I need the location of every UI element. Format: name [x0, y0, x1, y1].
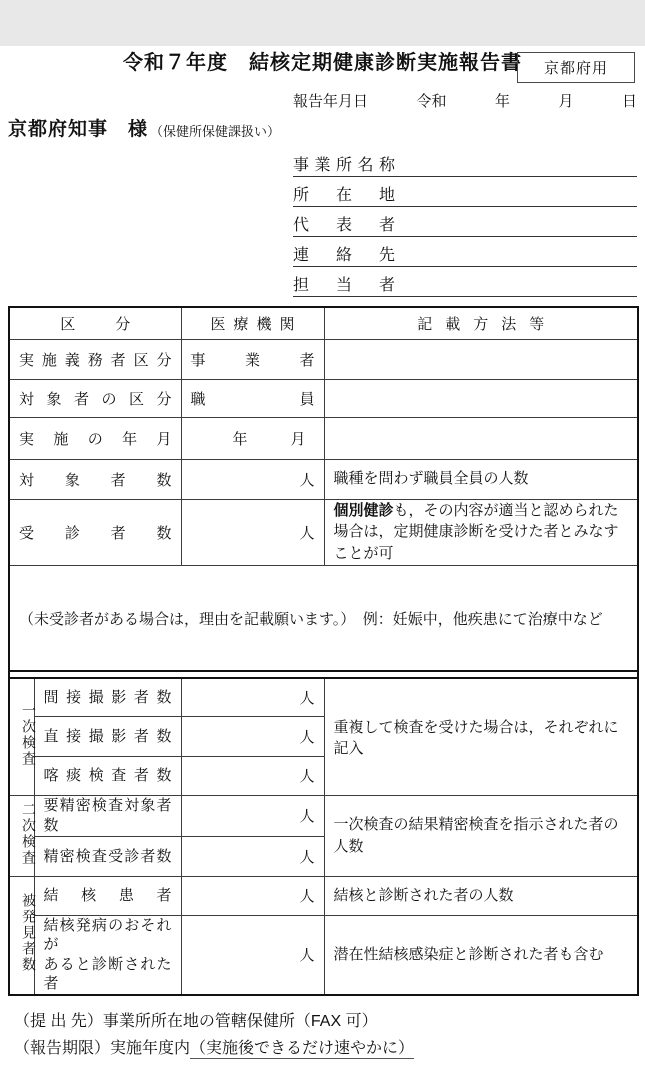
- header-medical-institution: 医療機関: [181, 307, 324, 339]
- table-row: [9, 417, 638, 459]
- table-row: [9, 459, 638, 499]
- input-cell-examinee-count[interactable]: [181, 499, 324, 565]
- day-suffix-label: 日: [621, 93, 637, 110]
- year-suffix-label: 年: [232, 430, 248, 448]
- field-input-address[interactable]: [395, 177, 637, 206]
- section-label-detected-count: 被発見者数: [9, 876, 34, 995]
- table-row: [9, 795, 638, 836]
- note-target-count: 職種を問わず職員全員の人数: [324, 459, 638, 499]
- report-table: [8, 306, 639, 996]
- input-cell-indirect-xray[interactable]: [181, 678, 324, 716]
- era-label: 令和: [416, 93, 447, 110]
- field-input-representative[interactable]: [395, 207, 637, 236]
- report-date-label: 報告年月日: [293, 93, 369, 110]
- note-cell-empty: [324, 417, 638, 459]
- unit-person: 人: [299, 471, 315, 489]
- input-cell-tb-patient[interactable]: [181, 876, 324, 915]
- submit-destination-label: （提 出 先）: [14, 1012, 103, 1030]
- value-obligated-party: 事業者: [181, 339, 324, 379]
- row-label-sputum-test: 喀痰検査者数: [34, 756, 181, 795]
- table-row: [9, 379, 638, 417]
- input-cell-direct-xray[interactable]: [181, 716, 324, 756]
- note-cell-empty: [324, 379, 638, 417]
- office-info-fields: [293, 147, 637, 297]
- field-input-office-name[interactable]: [395, 147, 637, 176]
- row-label-direct-xray: 直接撮影者数: [34, 716, 181, 756]
- addressee-note: （保健所保健課扱い）: [150, 124, 281, 139]
- field-row-representative: [293, 207, 637, 237]
- field-input-person-in-charge[interactable]: [395, 267, 637, 296]
- row-label-implementation-date: 実施の年月: [9, 417, 181, 459]
- unit-person: 人: [299, 848, 315, 866]
- row-label-target-category: 対象者の区分: [9, 379, 181, 417]
- input-cell-implementation-date[interactable]: [181, 417, 324, 459]
- note-primary-exam: 重複して検査を受けた場合は，それぞれに記入: [324, 678, 638, 795]
- field-label-representative: 代表者: [293, 217, 395, 234]
- table-row: [9, 876, 638, 915]
- note-bold-segment: 個別健診: [333, 501, 394, 519]
- note-tb-patient: 結核と診断された者の人数: [324, 876, 638, 915]
- field-row-person-in-charge: [293, 267, 637, 297]
- unit-person: 人: [299, 524, 315, 542]
- report-deadline-label: （報告期限）: [14, 1039, 111, 1057]
- row-label-detailed-exam-target: 要精密検査対象者数: [34, 795, 181, 836]
- submit-destination-text: 事業所所在地の管轄保健所（FAX 可）: [102, 1012, 378, 1030]
- month-suffix-label: 月: [558, 93, 574, 110]
- unit-person: 人: [299, 808, 315, 826]
- field-label-address: 所在地: [293, 187, 395, 204]
- note-tb-risk-diagnosed: 潜在性結核感染症と診断された者も含む: [324, 915, 638, 995]
- row-label-target-count: 対象者数: [9, 459, 181, 499]
- unit-person: 人: [299, 888, 315, 906]
- field-row-contact: [293, 237, 637, 267]
- row-label-tb-patient: 結核患者: [34, 876, 181, 915]
- label-line-2: あると診断された者: [43, 955, 172, 993]
- table-header-row: [9, 307, 638, 339]
- section-label-secondary-exam: 二次検査: [9, 795, 34, 876]
- report-deadline-line: [14, 1035, 645, 1062]
- unit-person: 人: [299, 947, 315, 965]
- report-deadline-text: 実施年度内: [110, 1039, 191, 1057]
- addressee-row: [8, 115, 645, 141]
- unit-person: 人: [299, 728, 315, 746]
- input-cell-target-count[interactable]: [181, 459, 324, 499]
- row-label-indirect-xray: 間接撮影者数: [34, 678, 181, 716]
- report-deadline-underlined: （実施後できるだけ速やかに）: [190, 1039, 415, 1057]
- table-row: [9, 499, 638, 565]
- corner-tag: 京都府用: [517, 52, 635, 83]
- form-title: 令和７年度 結核定期健康診断実施報告書: [123, 52, 522, 74]
- value-target-category: 職員: [181, 379, 324, 417]
- addressee-name: 京都府知事 様: [8, 119, 149, 140]
- month-suffix-label: 月: [290, 430, 306, 448]
- input-cell-sputum-test[interactable]: [181, 756, 324, 795]
- label-line-1: 結核発病のおそれが: [43, 916, 172, 954]
- table-row: [9, 678, 638, 716]
- input-cell-detailed-exam-target[interactable]: [181, 795, 324, 836]
- row-label-detailed-exam-examinee: 精密検査受診者数: [34, 836, 181, 876]
- spacer-cell: [9, 671, 638, 678]
- note-rest-segment: も，その内容が適当と認められた場合は，定期健康診断を受けた者とみなすことが可: [333, 501, 619, 562]
- field-row-office-name: [293, 147, 637, 177]
- unit-person: 人: [299, 690, 315, 707]
- form-page: [0, 46, 645, 1070]
- note-cell-empty: [324, 339, 638, 379]
- header-category: 区分: [9, 307, 181, 339]
- row-label-tb-risk-diagnosed: [34, 915, 181, 995]
- input-cell-tb-risk-diagnosed[interactable]: [181, 915, 324, 995]
- field-label-contact: 連絡先: [293, 247, 395, 264]
- unit-person: 人: [299, 768, 315, 786]
- row-label-examinee-count: 受診者数: [9, 499, 181, 565]
- reason-row: [9, 565, 638, 671]
- section-label-primary-exam: 一次検査: [9, 678, 34, 795]
- reason-note-area[interactable]: （未受診者がある場合は，理由を記載願います。） 例：妊娠中，他疾患にて治療中など: [9, 565, 638, 671]
- input-cell-detailed-exam-examinee[interactable]: [181, 836, 324, 876]
- field-label-office-name: 事業所名称: [293, 157, 395, 174]
- submit-destination-line: [14, 1008, 645, 1035]
- table-row: [9, 915, 638, 995]
- field-row-address: [293, 177, 637, 207]
- table-row: [9, 339, 638, 379]
- spacer-row: [9, 671, 638, 678]
- note-examinee-count: [324, 499, 638, 565]
- row-label-obligated-party: 実施義務者区分: [9, 339, 181, 379]
- header-notes: 記載方法等: [324, 307, 638, 339]
- year-suffix-label: 年: [494, 93, 510, 110]
- footer-notes: [14, 1008, 645, 1062]
- field-label-person-in-charge: 担当者: [293, 277, 395, 294]
- report-date-row: [293, 91, 637, 111]
- field-input-contact[interactable]: [395, 237, 637, 266]
- note-secondary-exam: 一次検査の結果精密検査を指示された者の人数: [324, 795, 638, 876]
